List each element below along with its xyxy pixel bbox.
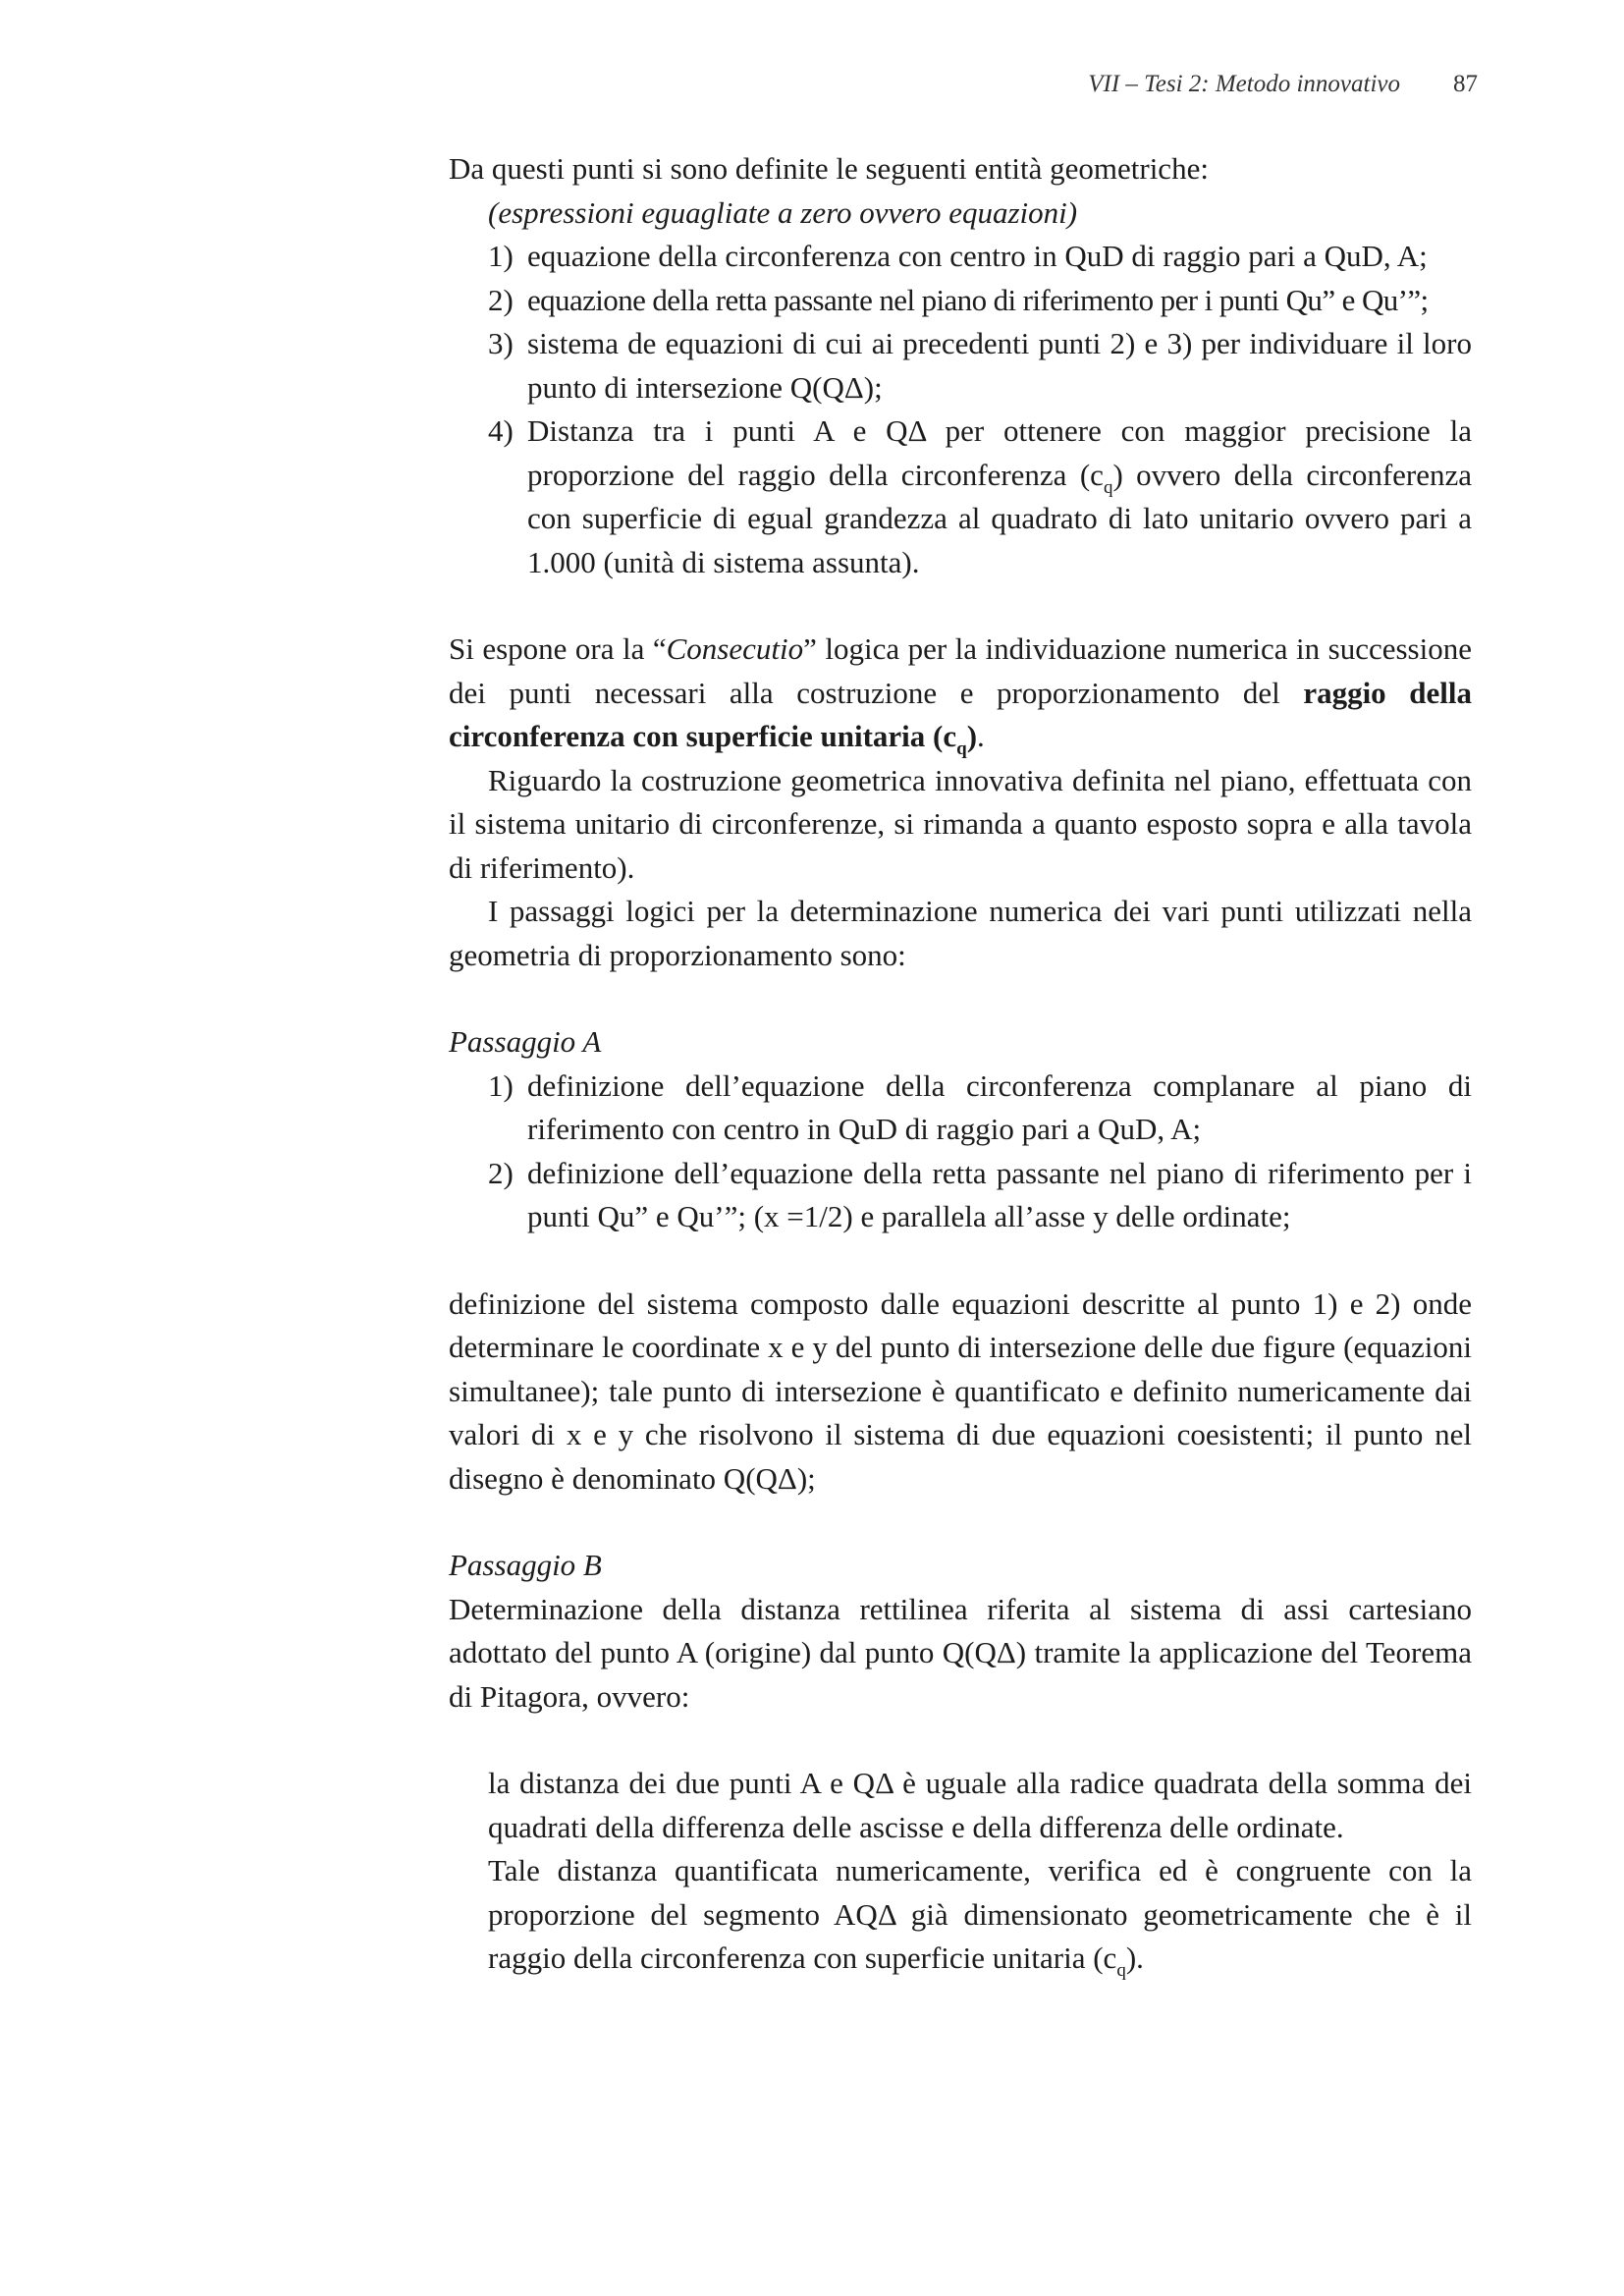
list-item [488, 322, 1472, 410]
list-item-text: equazione della retta passante nel piano di riferimento per i punti Qu” e Qu’”; [527, 282, 1429, 317]
list-item-number: 4) [488, 413, 514, 448]
list-item-text: definizione dell’equazione della circonferenza complanare al piano di riferimento con centro in QuD di raggio pari a QuD, A; [527, 1067, 1472, 1146]
page-body [449, 147, 1472, 1981]
riguardo-paragraph: Riguardo la costruzione geometrica innovativa definita nel piano, effettuata con il sistema unitario di circonferenze, si rimanda a quanto esposto sopra e alla tavola di riferimento). [449, 762, 1472, 885]
entity-list [449, 235, 1472, 584]
list-item [488, 410, 1472, 584]
list-item-text: definizione dell’equazione della retta passante nel piano di riferimento per i punti Qu” e Qu’”; (x =1/2) e parallela all’asse y delle ordinate; [527, 1155, 1472, 1233]
list-item-text: Distanza tra i punti A e QΔ per ottenere con maggior precisione la proporzione del raggio della circonferenza $(c_q)$ ovvero della circonferenza con superficie di egual grandezza al quadrato di lato unitario ovvero pari a 1.000 (unità di sistema assunta). [527, 413, 1472, 579]
list-item [488, 235, 1472, 279]
passaggio-a-heading: Passaggio A [449, 1024, 602, 1059]
pythagoras-verification: Tale distanza quantificata numericamente, verifica ed è congruente con la proporzione del segmento AQΔ già dimensionato geometricamente che è il raggio della circonferenza con superficie unitaria $(c_q)$. [488, 1853, 1472, 1981]
list-item [488, 1152, 1472, 1239]
list-item [488, 1065, 1472, 1152]
list-item-text: sistema de equazioni di cui ai precedenti punti 2) e 3) per individuare il loro punto di intersezione Q(QΔ); [527, 326, 1472, 405]
running-title: VII – Tesi 2: Metodo innovativo [1088, 71, 1400, 97]
list-item [488, 279, 1472, 323]
page-number: 87 [1453, 71, 1478, 97]
list-item-number: 3) [488, 326, 514, 360]
pythagoras-rule: la distanza dei due punti A e QΔ è uguale alla radice quadrata della somma dei quadrati della differenza delle ascisse e della differenza delle ordinate. [488, 1766, 1472, 1844]
list-item-number: 2) [488, 1155, 514, 1190]
intro-parenthetical: (espressioni eguagliate a zero ovvero equazioni) [488, 194, 1078, 230]
passaggi-paragraph: I passaggi logici per la determinazione numerica dei vari punti utilizzati nella geometria di proporzionamento sono: [449, 894, 1472, 972]
passaggio-b-heading: Passaggio B [449, 1548, 602, 1582]
list-item-number: 1) [488, 1067, 514, 1103]
consecutio-paragraph: Si espone ora la “Consecutio” logica per la individuazione numerica in successione dei punti necessari alla costruzione e proporzionamento del raggio della circonferenza con superficie unitaria $(c_q)$. [449, 631, 1472, 759]
passaggio-a-list [449, 1065, 1472, 1239]
running-header [982, 71, 1478, 98]
passaggio-a-conclusion: definizione del sistema composto dalle equazioni descritte al punto 1) e 2) onde determinare le coordinate x e y del punto di intersezione delle due figure (equazioni simultanee); tale punto di intersezione è quantificato e definito numericamente dai valori di x e y che risolvono il sistema di due equazioni coesistenti; il punto nel disegno è denominato Q(QΔ); [449, 1285, 1472, 1496]
list-item-text: equazione della circonferenza con centro in QuD di raggio pari a QuD, A; [527, 239, 1428, 273]
passaggio-b-text: Determinazione della distanza rettilinea riferita al sistema di assi cartesiano adottato del punto A (origine) dal punto Q(QΔ) tramite la applicazione del Teorema di Pitagora, ovvero: [449, 1591, 1472, 1714]
list-item-number: 1) [488, 239, 514, 273]
pythagoras-statement [449, 1762, 1472, 1981]
intro-line: Da questi punti si sono definite le seguenti entità geometriche: [449, 151, 1209, 186]
list-item-number: 2) [488, 282, 514, 317]
